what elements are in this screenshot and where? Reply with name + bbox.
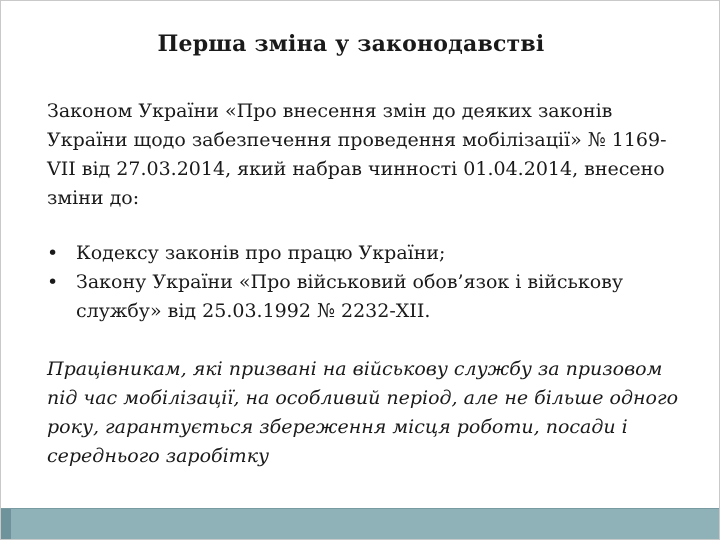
list-item — [47, 239, 687, 268]
list-item-text: Закону України «Про військовий обов’язок і військову службу» від 25.03.1992 № 2232-XII. — [76, 271, 624, 322]
slide-title: Перша зміна у законодавстві — [157, 31, 545, 57]
guarantee-note: Працівникам, які призвані на військову службу за призовом під час мобілізації, на особливий період, але не більше одного року, гарантується збереження місця роботи, посади і середнього заробітку — [47, 358, 679, 467]
list-item-text: Кодексу законів про працю України; — [76, 242, 446, 264]
bullet-icon: • — [47, 242, 59, 264]
footer-accent — [1, 509, 11, 539]
amended-laws-list — [47, 239, 687, 326]
bullet-icon: • — [47, 271, 59, 293]
intro-paragraph: Законом України «Про внесення змін до деяких законів України щодо забезпечення проведення мобілізації» № 1169-VII від 27.03.2014, який набрав чинності 01.04.2014, внесено зміни до: — [47, 100, 667, 209]
footer-bar — [1, 508, 719, 539]
list-item — [47, 268, 687, 326]
